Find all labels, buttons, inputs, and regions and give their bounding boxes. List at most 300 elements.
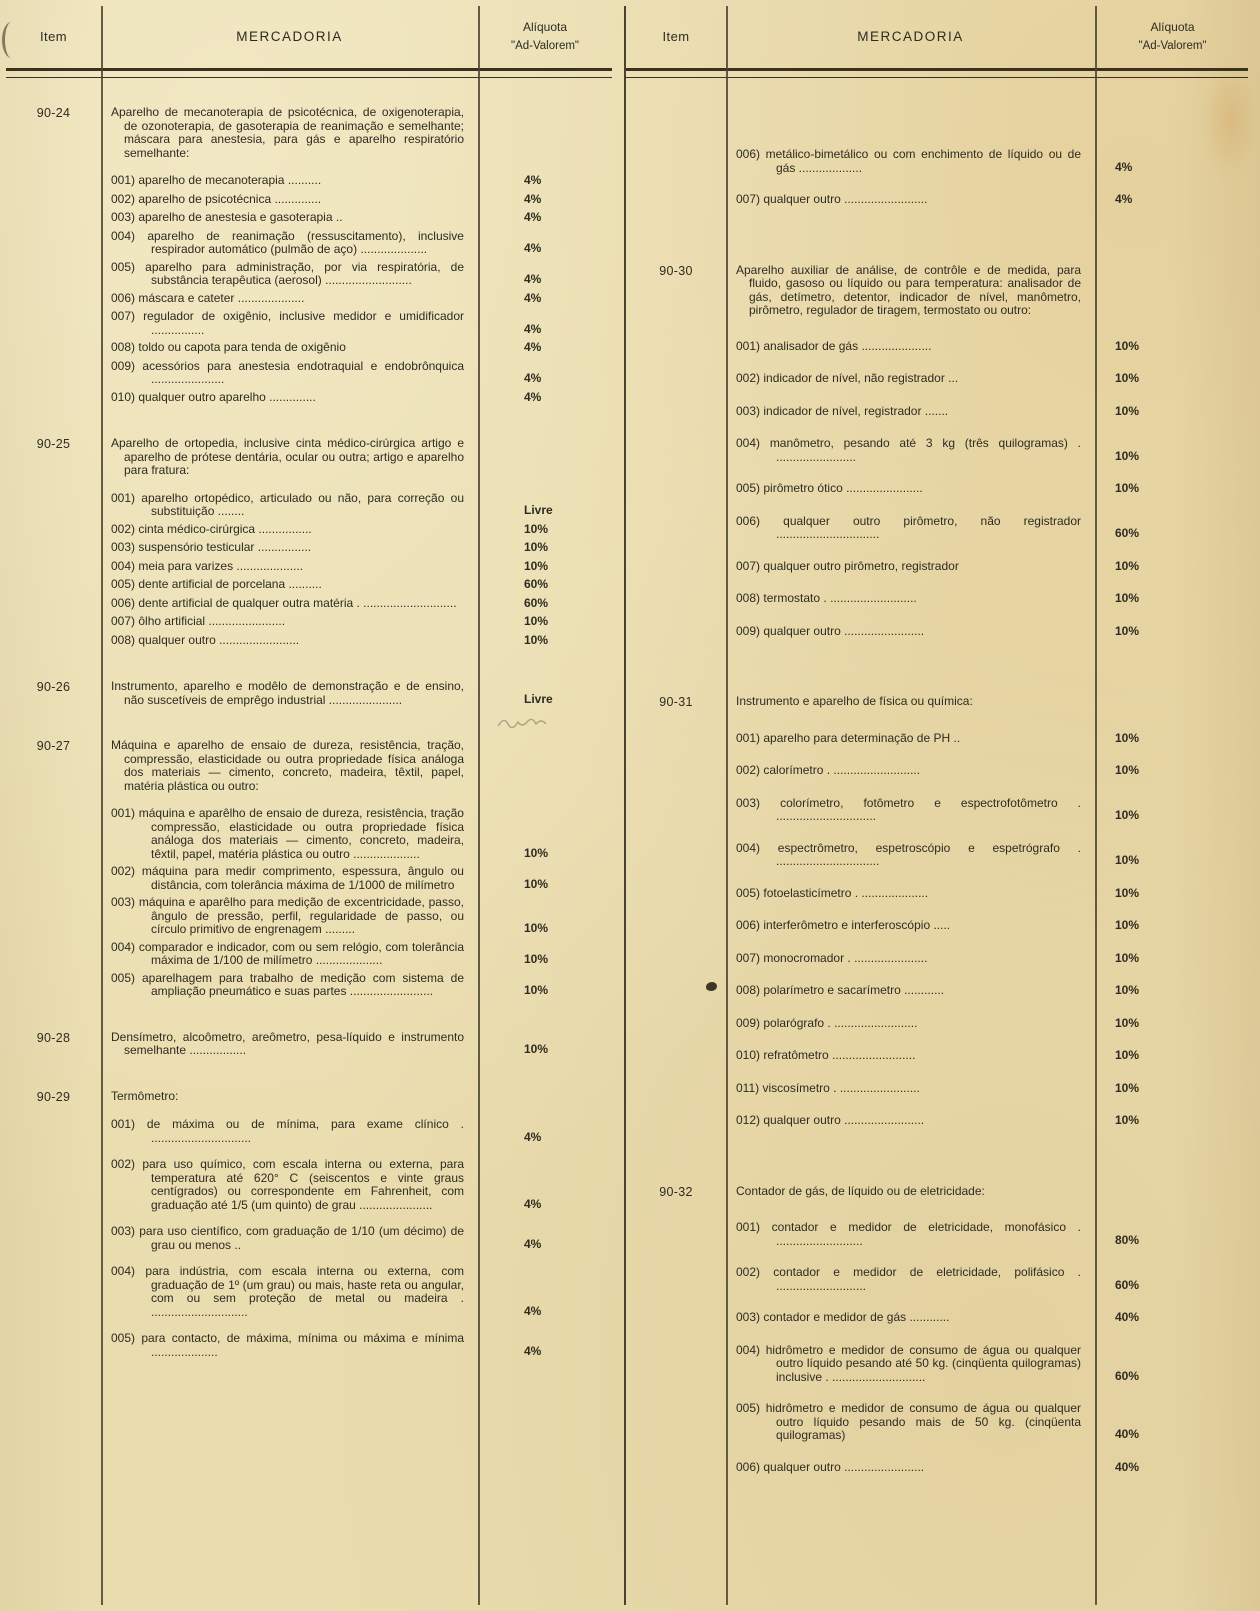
item-description: toldo ou capota para tenda de oxigênio — [138, 340, 346, 354]
section-items — [626, 732, 1248, 1129]
item-number: 007) — [736, 950, 761, 965]
item-text — [111, 941, 464, 968]
item-description: dente artificial de qualquer outra matéria . ............................ — [138, 595, 457, 610]
item-rate: 10% — [1115, 591, 1140, 605]
item-text — [111, 1265, 464, 1319]
item-rate: 10% — [1115, 338, 1140, 353]
item-number: 004) — [736, 840, 761, 855]
item-rate: 4% — [524, 290, 542, 305]
item-description: indicador de nível, registrador ....... — [763, 403, 949, 418]
item-number: 001) — [736, 1220, 761, 1234]
item-code: 90-25 — [36, 437, 71, 451]
item-number: 007) — [111, 614, 136, 628]
section-rate — [478, 1103, 612, 1104]
item-mercadoria — [101, 972, 478, 999]
section-mercadoria — [101, 106, 478, 160]
item-description: qualquer outro ........................ — [763, 1113, 925, 1127]
section-description: Máquina e aparelho de ensaio de dureza, resistência, tração, compressão, elasticidade ou outra propriedade física análoga dos materiais — cimento, concreto, madeira, têxtil, papel, matéria plástica ou outro: — [111, 738, 464, 793]
item-number: 005) — [736, 885, 761, 900]
item-mercadoria — [726, 919, 1095, 933]
item-rate: 4% — [524, 1196, 542, 1211]
item-text — [111, 972, 464, 999]
item-code-spacer — [6, 174, 101, 175]
item-mercadoria — [101, 391, 478, 405]
header-divider-left — [6, 68, 612, 78]
item-text — [736, 1017, 1081, 1031]
item-code-spacer — [6, 1158, 101, 1159]
item-text — [736, 515, 1081, 542]
table-header-left — [6, 6, 612, 68]
tariff-item-row — [626, 952, 1248, 967]
item-code-spacer — [626, 1461, 726, 1462]
tariff-item-row — [626, 842, 1248, 869]
item-mercadoria — [101, 1118, 478, 1145]
item-number: 005) — [111, 1331, 136, 1345]
item-code: 90-30 — [659, 263, 693, 278]
item-text — [736, 1082, 1081, 1096]
item-text — [736, 482, 1081, 496]
section-header-row — [626, 264, 1248, 318]
item-number: 010) — [736, 1048, 761, 1062]
item-code-spacer — [6, 972, 101, 973]
item-mercadoria — [726, 405, 1095, 419]
item-number: 007) — [736, 558, 761, 573]
item-description: refratômetro ......................... — [763, 1048, 916, 1062]
item-description: para contacto, de máxima, mínima ou máxima e mínima .................... — [141, 1331, 465, 1359]
item-number: 010) — [111, 389, 136, 404]
column-header-item: Item — [40, 29, 67, 45]
item-text — [111, 523, 464, 537]
item-rate: 80% — [1115, 1232, 1140, 1247]
item-mercadoria — [726, 797, 1095, 824]
section-rate — [478, 477, 612, 478]
item-text — [736, 952, 1081, 966]
item-text — [111, 597, 464, 611]
item-text — [111, 896, 464, 937]
item-number: 001) — [736, 730, 761, 745]
item-code-spacer — [6, 292, 101, 293]
item-mercadoria — [101, 1265, 478, 1319]
item-rate: 10% — [524, 845, 549, 860]
section-rate — [478, 792, 612, 793]
table-body-right — [626, 78, 1248, 1605]
table-header-right — [626, 6, 1248, 68]
item-mercadoria — [101, 807, 478, 861]
item-mercadoria — [101, 310, 478, 337]
tariff-item-row — [6, 615, 612, 630]
item-rate: Livre — [524, 503, 553, 517]
tariff-section — [6, 437, 612, 648]
item-code-spacer — [626, 732, 726, 733]
item-code-spacer — [626, 1017, 726, 1018]
item-mercadoria — [101, 174, 478, 188]
tariff-section — [626, 264, 1248, 640]
item-text — [111, 341, 464, 355]
column-rule-rate-right — [1095, 6, 1097, 1605]
item-number: 003) — [736, 795, 761, 810]
tariff-item-row — [626, 1114, 1248, 1129]
item-mercadoria — [726, 952, 1095, 966]
item-rate: 10% — [1115, 983, 1140, 997]
item-mercadoria — [101, 492, 478, 519]
column-rule-item-right — [726, 6, 728, 1605]
section-rate: Livre — [524, 691, 553, 706]
item-text — [736, 560, 1081, 574]
tariff-item-row — [626, 340, 1248, 355]
item-mercadoria — [101, 1225, 478, 1252]
tariff-item-row — [6, 1225, 612, 1252]
item-rate: 10% — [1115, 481, 1140, 495]
item-mercadoria — [726, 764, 1095, 778]
tariff-item-row — [6, 391, 612, 406]
item-number: 002) — [736, 1265, 761, 1279]
item-text — [736, 1221, 1081, 1248]
item-description: para uso científico, com graduação de 1/10 (um décimo) de grau ou menos .. — [139, 1224, 464, 1252]
item-mercadoria — [726, 732, 1095, 746]
item-code-spacer — [6, 896, 101, 897]
item-number: 009) — [736, 623, 761, 638]
item-text — [111, 1225, 464, 1252]
tariff-item-row — [626, 515, 1248, 542]
item-rate: 10% — [524, 952, 549, 966]
item-rate: 10% — [1115, 448, 1140, 463]
item-code-spacer — [626, 372, 726, 373]
item-text — [111, 1332, 464, 1359]
item-number: 001) — [111, 1117, 136, 1131]
aliquota-label: Alíquota — [1150, 20, 1195, 34]
tariff-section — [6, 680, 612, 707]
item-number: 008) — [111, 340, 136, 354]
section-header-row — [626, 1185, 1248, 1200]
item-text — [111, 541, 464, 555]
tariff-section — [6, 106, 612, 405]
item-code-spacer — [6, 807, 101, 808]
section-rate — [1095, 1198, 1248, 1199]
item-rate: 40% — [1115, 1427, 1140, 1441]
item-rate: 10% — [524, 632, 549, 647]
item-code-spacer — [6, 578, 101, 579]
tariff-section — [626, 1185, 1248, 1476]
item-number: 005) — [111, 259, 136, 274]
section-items — [6, 492, 612, 649]
item-code-spacer — [6, 1118, 101, 1119]
item-rate: 60% — [524, 577, 549, 591]
tariff-item-row — [626, 437, 1248, 464]
item-description: calorímetro . .......................... — [763, 763, 921, 777]
item-description: para uso químico, com escala interna ou externa, para temperatura até 620° C (seiscentos e vinte graus centígrados) ou correspondente em Fahrenheit, com graduação até 1/5 (um quinto) de grau ...................... — [142, 1157, 464, 1212]
aliquota-label: Alíquota — [522, 20, 568, 34]
item-code-spacer — [6, 230, 101, 231]
section-mercadoria — [101, 1090, 478, 1104]
item-rate: 10% — [1115, 1080, 1140, 1095]
item-number: 004) — [111, 558, 136, 573]
item-number: 002) — [736, 763, 761, 777]
item-mercadoria — [101, 865, 478, 892]
item-mercadoria — [101, 211, 478, 225]
item-description: contador e medidor de eletricidade, polifásico . ........................... — [773, 1265, 1081, 1293]
item-number: 002) — [111, 191, 136, 206]
item-mercadoria — [101, 941, 478, 968]
item-description: máscara e cateter .................... — [138, 290, 305, 305]
item-mercadoria — [726, 1221, 1095, 1248]
item-code-spacer — [626, 1114, 726, 1115]
tariff-item-row — [6, 492, 612, 519]
item-code-spacer — [6, 634, 101, 635]
item-mercadoria — [726, 482, 1095, 496]
item-mercadoria — [726, 625, 1095, 639]
item-description: termostato . .......................... — [763, 591, 917, 605]
item-rate: 4% — [524, 272, 542, 286]
item-mercadoria — [101, 341, 478, 355]
item-number: 009) — [111, 358, 136, 373]
item-mercadoria — [726, 1266, 1095, 1293]
column-header-mercadoria: MERCADORIA — [236, 29, 343, 45]
item-rate: 60% — [1115, 526, 1140, 540]
item-mercadoria — [101, 230, 478, 257]
item-description: qualquer outro pirômetro, não registrador ............................... — [776, 513, 1081, 541]
section-description: Aparelho auxiliar de análise, de contrôle e de medida, para fluido, gasoso ou líquido ou para temperatura: analisador de gás, detímetro, detentor, indicador de nível, manômetro, pirômetro, regulador de tiragem, termostato ou outro: — [736, 262, 1081, 317]
item-code-spacer — [6, 360, 101, 361]
item-rate: 10% — [1115, 1113, 1140, 1127]
tariff-item-row — [626, 1344, 1248, 1385]
item-text — [111, 230, 464, 257]
item-rate: 10% — [524, 521, 549, 536]
item-rate: 10% — [524, 558, 549, 573]
item-code-spacer — [626, 842, 726, 843]
item-code-spacer — [626, 764, 726, 765]
item-rate: 10% — [1115, 808, 1140, 822]
item-text — [111, 560, 464, 574]
item-code: 90-26 — [36, 680, 71, 694]
item-mercadoria — [101, 896, 478, 937]
item-description: qualquer outro ........................ — [763, 623, 925, 638]
tariff-item-row — [6, 634, 612, 649]
item-rate: 10% — [1115, 1048, 1140, 1062]
item-code: 90-28 — [36, 1030, 71, 1045]
tariff-item-row — [6, 193, 612, 208]
item-code-spacer — [6, 560, 101, 561]
item-description: interferômetro e interferoscópio ..... — [763, 918, 951, 932]
tariff-item-row — [626, 1266, 1248, 1293]
item-mercadoria — [101, 578, 478, 592]
item-rate: 4% — [524, 1236, 542, 1251]
tariff-item-row — [6, 174, 612, 189]
tariff-item-row — [626, 764, 1248, 779]
item-number: 002) — [111, 1157, 136, 1171]
item-mercadoria — [726, 148, 1095, 175]
item-rate: 4% — [524, 321, 542, 336]
section-items — [626, 148, 1248, 208]
item-code-spacer — [626, 1344, 726, 1345]
item-text — [736, 842, 1081, 869]
item-number: 008) — [736, 983, 761, 997]
item-mercadoria — [726, 1017, 1095, 1031]
section-rate — [1095, 317, 1248, 318]
item-description: máquina e aparêlho de ensaio de dureza, resistência, tração compressão, elasticidade ou outra propriedade física análoga dos materiais — cimento, concreto, madeira, têxtil, papel, matéria plástica ou outro .................... — [138, 806, 464, 861]
table-body-left — [6, 78, 612, 1605]
section-header-row — [6, 1090, 612, 1105]
item-rate: 10% — [524, 876, 549, 891]
tariff-item-row — [6, 541, 612, 556]
item-rate: 4% — [524, 371, 542, 385]
item-text — [736, 764, 1081, 778]
item-rate: 10% — [524, 614, 549, 628]
item-description: suspensório testicular ................ — [138, 540, 312, 554]
tariff-item-row — [6, 941, 612, 968]
section-header-row — [626, 695, 1248, 710]
item-number: 003) — [736, 403, 761, 418]
item-rate: 10% — [524, 983, 549, 997]
item-number: 004) — [736, 436, 761, 450]
tariff-section — [6, 739, 612, 999]
item-rate: 4% — [524, 1303, 542, 1318]
item-description: acessórios para anestesia endotraquial e endobrônquica ...................... — [142, 358, 464, 386]
item-code-spacer — [6, 615, 101, 616]
item-description: contador e medidor de gás ............ — [763, 1310, 950, 1324]
tariff-table-right — [624, 6, 1248, 1605]
section-header-row — [6, 1031, 612, 1058]
tariff-section — [6, 1090, 612, 1360]
column-rule-rate-left — [478, 6, 480, 1605]
item-code: 90-31 — [659, 695, 693, 709]
item-code-spacer — [626, 1221, 726, 1222]
item-description: qualquer outro pirômetro, registrador — [763, 558, 959, 573]
item-code-spacer — [6, 310, 101, 311]
tariff-item-row — [626, 797, 1248, 824]
item-description: máquina para medir comprimento, espessura, ângulo ou distância, com tolerância máxima de 1/1000 de milímetro — [141, 864, 464, 892]
item-code-spacer — [626, 193, 726, 194]
tariff-item-row — [626, 732, 1248, 747]
item-number: 003) — [111, 1224, 136, 1238]
item-mercadoria — [101, 360, 478, 387]
item-code-spacer — [6, 261, 101, 262]
tariff-item-row — [626, 592, 1248, 607]
item-description: meia para varizes .................... — [138, 558, 304, 573]
item-rate: 4% — [524, 241, 542, 255]
item-description: dente artificial de porcelana .......... — [138, 577, 322, 591]
item-text — [736, 625, 1081, 639]
item-code-spacer — [626, 1311, 726, 1312]
item-description: contador e medidor de eletricidade, monofásico . .......................... — [771, 1220, 1081, 1248]
tariff-item-row — [6, 1158, 612, 1212]
item-number: 009) — [736, 1015, 761, 1030]
item-text — [736, 372, 1081, 386]
tariff-item-row — [626, 887, 1248, 902]
item-code-spacer — [6, 597, 101, 598]
item-description: para indústria, com escala interna ou externa, com graduação de 1º (um grau) ou mais, haste reta ou angular, com ou sem proteção de metal ou madeira . ............................. — [145, 1264, 464, 1319]
item-code-spacer — [6, 211, 101, 212]
item-number: 001) — [111, 490, 136, 505]
item-number: 005) — [736, 1401, 761, 1415]
item-code-spacer — [626, 405, 726, 406]
item-rate: 10% — [1115, 763, 1140, 777]
column-rule-item-left — [101, 6, 103, 1605]
item-rate: 10% — [1115, 730, 1140, 745]
item-code-spacer — [626, 437, 726, 438]
item-mercadoria — [726, 340, 1095, 354]
tariff-item-row — [626, 482, 1248, 497]
item-text — [736, 919, 1081, 933]
item-rate: 4% — [1115, 192, 1133, 206]
item-rate: 60% — [524, 595, 549, 610]
item-description: aparelho para administração, por via respiratória, de substância terapêutica (aerosol) .......................... — [145, 259, 464, 287]
item-code: 90-27 — [36, 739, 71, 753]
item-description: aparelho de psicotécnica .............. — [138, 191, 322, 206]
tariff-item-row — [6, 807, 612, 861]
item-code-spacer — [626, 797, 726, 798]
section-mercadoria — [101, 437, 478, 478]
tariff-item-row — [626, 984, 1248, 999]
ad-valorem-label: "Ad-Valorem" — [510, 39, 580, 52]
item-description: máquina e aparêlho para medição de excentricidade, passo, ângulo de pressão, perfil, regularidade de passo, ou círculo primitivo de engrenagem ......... — [138, 895, 464, 936]
item-text — [736, 797, 1081, 824]
item-text — [111, 261, 464, 288]
item-code-spacer — [6, 1265, 101, 1266]
item-description: polarímetro e sacarímetro ............ — [763, 983, 945, 997]
item-text — [111, 807, 464, 861]
item-code-spacer — [6, 391, 101, 392]
section-items — [6, 807, 612, 999]
section-description: Aparelho de mecanoterapia de psicotécnica, de oxigenoterapia, de ozonoterapia, de gasoterapia de reanimação e semelhante; máscara para anestesia, para gás e aparelho respiratório semelhante: — [111, 105, 464, 160]
item-code-spacer — [6, 492, 101, 493]
section-mercadoria — [726, 264, 1095, 318]
tariff-item-row — [626, 193, 1248, 208]
item-code-spacer — [626, 984, 726, 985]
tariff-item-row — [6, 261, 612, 288]
item-description: qualquer outro ........................ — [763, 1459, 925, 1474]
tariff-item-row — [626, 372, 1248, 387]
item-mercadoria — [726, 193, 1095, 207]
item-number: 006) — [736, 918, 761, 932]
section-mercadoria — [726, 695, 1095, 709]
ad-valorem-label: "Ad-Valorem" — [1138, 39, 1207, 52]
item-code: 90-29 — [36, 1089, 71, 1104]
item-number: 002) — [736, 371, 761, 385]
item-description: ôlho artificial ....................... — [138, 614, 286, 628]
item-text — [111, 292, 464, 306]
item-text — [736, 1266, 1081, 1293]
item-code-spacer — [6, 865, 101, 866]
column-header-aliquota — [478, 21, 612, 53]
item-description: espectrômetro, espetroscópio e espetrógrafo . ............................... — [776, 840, 1081, 868]
tariff-item-row — [626, 1049, 1248, 1064]
item-description: comparador e indicador, com ou sem relógio, com tolerância máxima de 1/100 de milímetro .................... — [138, 939, 464, 967]
tariff-item-row — [6, 1332, 612, 1359]
item-rate: 10% — [524, 921, 549, 935]
section-header-row — [6, 680, 612, 707]
item-number: 003) — [736, 1310, 761, 1324]
item-code-spacer — [626, 515, 726, 516]
tariff-item-row — [6, 360, 612, 387]
tariff-item-row — [6, 597, 612, 612]
item-text — [111, 615, 464, 629]
item-description: aparelho ortopédico, articulado ou não, para correção ou substituição ........ — [141, 490, 464, 518]
item-mercadoria — [726, 592, 1095, 606]
item-rate: 40% — [1115, 1459, 1140, 1474]
item-text — [736, 1049, 1081, 1063]
tariff-item-row — [6, 896, 612, 937]
item-number: 006) — [736, 513, 761, 528]
item-text — [111, 634, 464, 648]
item-rate: 4% — [524, 210, 542, 224]
tariff-item-row — [626, 405, 1248, 420]
item-number: 006) — [111, 595, 136, 610]
item-description: hidrômetro e medidor de consumo de água ou qualquer outro líquido pesando mais de 50 kg. (cinqüenta quilogramas) — [765, 1401, 1081, 1442]
tariff-item-row — [6, 1118, 612, 1145]
item-rate: 4% — [524, 1129, 542, 1144]
item-code-spacer — [626, 887, 726, 888]
column-header-aliquota — [1095, 21, 1250, 53]
